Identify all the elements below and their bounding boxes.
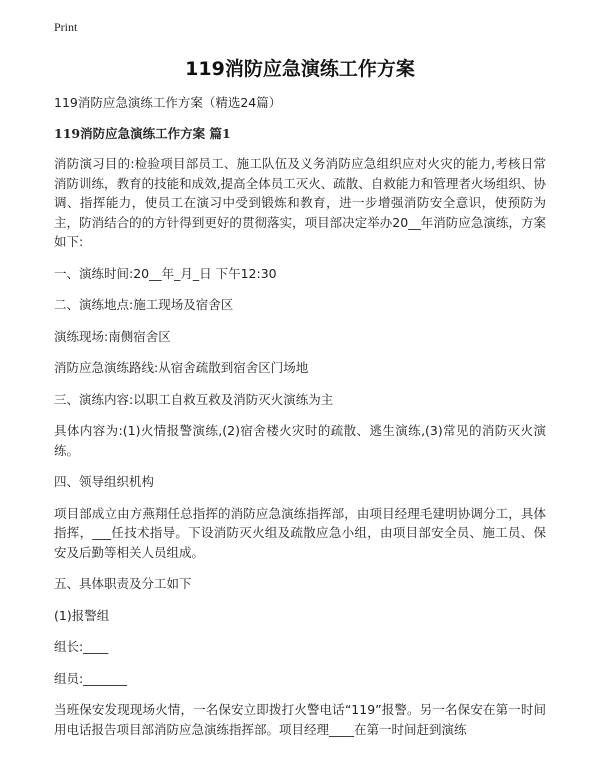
paragraph-time: 一、演练时间:20__年_月_日 下午12:30	[54, 265, 277, 281]
paragraph-purpose: 消防演习目的:检验项目部员工、施工队伍及义务消防应急组织应对火灾的能力,考核日常消防训练，教育的技能和成效,提高全体员工灭火、疏散、自救能力和管理者火场组织、协调、指挥能力，使员工在演习中受到锻炼和教育，进一步增强消防安全意识，使预防为主，防消结合的的方针得到更好的贯彻落实，项目部决定举办20__年消防应急演练，方案如下:	[54, 156, 546, 249]
paragraph-alarm-procedure: 当班保安发现现场火情，一名保安立即拨打火警电话“119”报警。另一名保安在第一时间用电话报告项目部消防应急演练指挥部。项目经理____在第一时间赶到演练	[54, 702, 546, 737]
paragraph-leader: 组长:____	[54, 639, 109, 654]
document-title: 119消防应急演练工作方案	[185, 58, 415, 80]
paragraph-leadership: 项目部成立由方燕翔任总指挥的消防应急演练指挥部，由项目经理毛建明协调分工，具体指挥，___任技术指导。下设消防灭火组及疏散应急小组，由项目部安全员、施工员、保安及后勤等相关人员组成。	[54, 505, 546, 560]
paragraph-duties-heading: 五、具体职责及分工如下	[54, 576, 192, 591]
document-subtitle: 119消防应急演练工作方案（精选24篇）	[54, 95, 282, 110]
paragraph-site: 演练现场:南侧宿舍区	[54, 328, 171, 344]
paragraph-details: 具体内容为:(1)火情报警演练,(2)宿舍楼火灾时的疏散、逃生演练,(3)常见的消防灭火演练。	[54, 423, 546, 458]
paragraph-route: 消防应急演练路线:从宿舍疏散到宿舍区门场地	[54, 360, 309, 375]
print-label[interactable]: Print	[54, 20, 78, 34]
document-body	[54, 93, 546, 739]
paragraph-alarm-group: (1)报警组	[54, 607, 110, 623]
paragraph-leadership-heading: 四、领导组织机构	[54, 474, 155, 489]
section-heading: 119消防应急演练工作方案 篇1	[54, 125, 231, 141]
paragraph-content: 三、演练内容:以职工自救互救及消防灭火演练为主	[54, 391, 334, 407]
paragraph-location: 二、演练地点:施工现场及宿舍区	[54, 297, 234, 312]
paragraph-members: 组员:_______	[54, 670, 127, 686]
